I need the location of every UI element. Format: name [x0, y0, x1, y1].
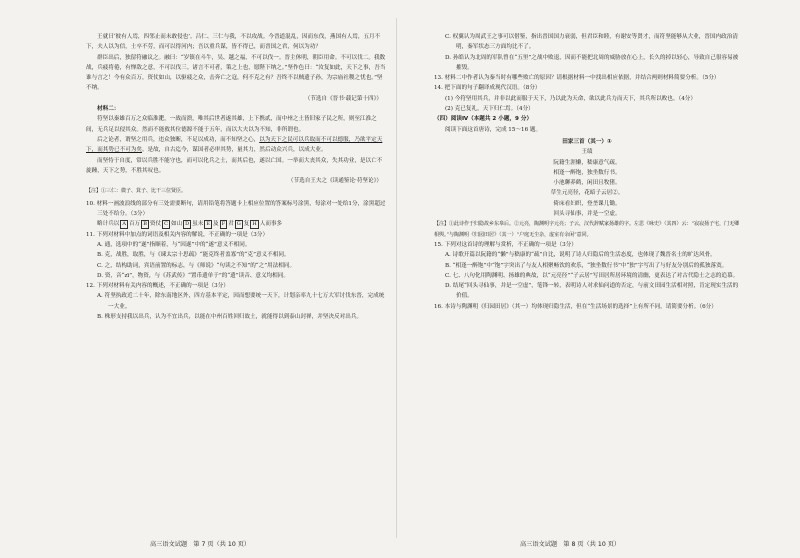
text-span: 。是故，自古迄今，谋国者必审其势，量其力，然后动众兴兵，以成大业。 [141, 147, 327, 154]
page-footer-right: 高三语文试题 第 8 页（共 10 页） [520, 541, 621, 548]
option-a[interactable]: A. 符坚执政近二十年，除东南地区外，四方基本平定，因而想要统一天下，计划亲率九十七万大军讨伐东晋，完成统一大业。 [97, 293, 385, 310]
segment-text: 及 [213, 221, 219, 228]
source-citation: （节选自《晋书·载记第十四》） [304, 95, 382, 102]
answer-box[interactable]: D [185, 221, 190, 228]
section-instruction: 阅读下面这首唐诗，完成 15～16 题。 [445, 126, 542, 133]
segment-text: 百万 [129, 221, 141, 228]
poem-line: 回头寻仙事，并是一空虚。 [553, 211, 621, 218]
section-title: （四）阅读Ⅳ（本题共 2 小题，9 分） [434, 116, 533, 123]
answer-box[interactable]: A [122, 221, 127, 228]
question-10: 10. 材料一画波浪线的部分有三处需要断句，请用铅笔将答题卡上相应位置的答案标号涂黑，每涂对一处给1分，涂黑超过三处不给分。（3分） [86, 200, 386, 218]
question-16: 16. 本诗与陶渊明《归园田居》（其一）均体现归隐生活，但在“生活场景的选择”上有所不同，请简要分析。（6分） [434, 303, 717, 310]
option-c[interactable]: C. 权翼认为周武王之事可以借鉴，指出晋国国力衰弱，但君臣和睦，有谢安等贤才，而符坚能够从大业，晋国内政治清明，秦军状态三方面均比不了。 [445, 34, 738, 51]
poem-author: 王绩 [581, 149, 593, 156]
option-a[interactable]: A. 通，选项中的“遂”指顺着，与“因遂”中的“遂”意义不相同。 [97, 241, 251, 248]
segment-text: 复 [243, 221, 250, 228]
segmentation-line [86, 219, 386, 229]
poem-line: 阮籍生涯懒，嵇康意气疏。 [553, 159, 621, 166]
page-footer-left: 高三语文试题 第 7 页（共 10 页） [150, 541, 251, 548]
answer-box[interactable]: C [164, 221, 168, 228]
option-c[interactable]: C. 七、八句化用陶渊明、扬雄的典故，以“元亮径”“子云居”写田居所居环境的清幽，更表达了对古代隐士之志的追慕。 [445, 272, 739, 279]
question-12: 12. 下列对材料有关内容的概述，不正确的一项是（3分） [86, 283, 229, 290]
question-13: 13. 材料二中作者认为秦当时有哪些败亡的原因？请根据材料一中找出相应依据，并结合两则材料简要分析。（5分） [434, 75, 720, 82]
answer-box[interactable]: E [206, 221, 211, 228]
poem-line: 倚床看妇织，登垄课儿锄。 [553, 200, 621, 207]
segment-text: 而 [265, 221, 271, 228]
passage-paragraph: 王就曰‘彼有人焉，四邻止而未敢侵也’。吕仁、三仁与我，不以攻战。今晋道混乱，因而东伐，燕国有人焉，五月不下，夫人以为信，士卒不劳，而可以得河内；吾以重兵谋，皆不得已，而晋国之君，何以为功？ [86, 34, 381, 51]
source-citation: （节选自王夫之《读通鉴论·苻坚论》） [287, 178, 382, 185]
answer-box[interactable]: G [236, 221, 241, 228]
segment-text: 略计兵以 [97, 221, 120, 228]
option-b[interactable]: B. “相逢一醉饱”中“饱”字突出了与友人相聚畅饮的欢乐，“独坐数行书”中“独”字写出了与好友分别后的孤独落寞。 [445, 262, 728, 269]
answer-box[interactable]: H [252, 221, 257, 228]
option-d[interactable]: D. 结尾“回头寻仙事，并是一空虚”，笔锋一转，表明诗人对求仙问道的否定，与前文田园生活相对照，肯定现实生活的价值。 [445, 283, 739, 300]
option-b[interactable]: B. 克，战胜，取胜，与《谏太宗十思疏》“能克终者盖寡”的“克”意义不相同。 [97, 252, 290, 259]
poem-line: 草生元亮径，花暗子云居②。 [550, 190, 624, 197]
answer-box[interactable]: F [221, 221, 226, 228]
passage-paragraph [86, 135, 386, 156]
question-14-part-1: (1) 今符坚用其兵，并非以此而服于天下，乃以此为天命，欲以此兵力而天下，其兵所以败也。（4分） [445, 95, 696, 102]
question-14: 14. 把下面的句子翻译成现代汉语。（8分） [434, 85, 541, 92]
option-a[interactable]: A. 诗歌开篇以阮籍的“懒”与嵇康的“疏”自比，说明了诗人归隐后的生活态度，也体现了魏晋名士的旷达风骨。 [445, 252, 716, 259]
segment-text: 如山 [170, 221, 183, 228]
question-14-part-2: (2) 克已复礼，天下归仁焉。（4分） [445, 106, 534, 113]
poem-title: 田家三首（其一）① [562, 138, 612, 145]
right-page [400, 0, 800, 558]
option-d[interactable]: D. 孙皓认为北周的军队曾在“五里”之战中败退，因而不能把北周的威胁放在心上，长久的掉以轻心，导致自己很容易被摧毁。 [445, 54, 739, 71]
passage-paragraph: 符坚以秦雄百万之众临淮淝，一战而溃，唯其后世者遂其雄，上下携贰，而中州之土皆旧家子民之所，则至江淮之间，无兵足以侵其众。然而不能救其位德源不能于五年，而以大夫以为不知，非所谓也。 [86, 116, 377, 133]
option-b[interactable]: B. 株形支持我以出兵，认为不宜出兵，以能在中州百姓回归故土，就能得以到泰山封禅，并坚决反对出兵。 [97, 314, 362, 321]
passage-paragraph: 群臣出后，独留符融议之。融曰：“岁镇在斗牛，吴、越之福，不可以伐一。晋主休明，朝臣用命。不可以伐二。我数战，兵疲将倦，有惮敌之意，不可以伐三。诸言不可者，策之上也，愿陛下纳之。”坚作色曰：“汝复如此，天下之事，吾当谁与言之！今有众百万，资仗如山，以驱疲之众，击奔亡之寇，何不克之有？吾终不以贼遗子孙，为宗庙社稷之忧也。”坚不纳。 [86, 54, 386, 92]
segment-text: 人 [259, 221, 266, 228]
option-c[interactable]: C. 之，结构助词，宾语前置的标志，与《师说》“句读之不知”的“之”用法相同。 [97, 262, 296, 269]
segment-text: 资仗 [149, 221, 162, 228]
poem-line: 相逢一醉饱，独坐数行书。 [553, 169, 621, 176]
question-11: 11. 下列对材料中加点的词语及相关内容的解说，不正确的一项是（3分） [86, 231, 269, 238]
option-d[interactable]: D. 资，音“zī”，物资，与《苏武传》“置币遗单于”的“遗”读音、意义均相同。 [97, 272, 289, 279]
segment-text: 多 [276, 221, 283, 228]
poem-line: 小池聊养鹤，闲田且牧猪。 [553, 180, 621, 187]
poem-footnote: 【注】①此诗作于归隐故乡东皋后。②元亮，陶渊明字元亮；子云，汉代辞赋家扬雄的字。左思《咏史》（其四）云：“寂寂扬子宅，门无卿相舆。”与陶渊明《归园田居》（其一）“户庭无尘杂，虚室有余闲”意同。 [434, 221, 740, 238]
answer-box[interactable]: B [143, 221, 147, 228]
question-15: 15. 下列对这首诗的理解与赏析，不正确的一项是（3分） [434, 241, 577, 248]
underlined-sentence: 以为天下之民可以兵取而不可以德服，乃欲平定天下，而其势已不可为矣 [86, 136, 383, 154]
text-span: 后之论者，谓坚之用兵，违众独断，不足以成功，而不知坚之心， [97, 136, 260, 143]
passage-paragraph: 而坚恃于自度，常以兵胜不能守也，而可以化兵之士，而其后也，遂以亡国。一举而大丧其众，失其功业，是以亡不旋踵，天下之势，不胜其叹也。 [86, 157, 383, 174]
material-label: 材料二： [97, 106, 120, 113]
segment-text: 事 [270, 221, 277, 228]
segment-text: 君 [228, 221, 234, 228]
segment-text: 虽未 [192, 221, 204, 228]
footnote: 【注】①三仁：微子、箕子、比干三位贤臣。 [86, 188, 187, 195]
